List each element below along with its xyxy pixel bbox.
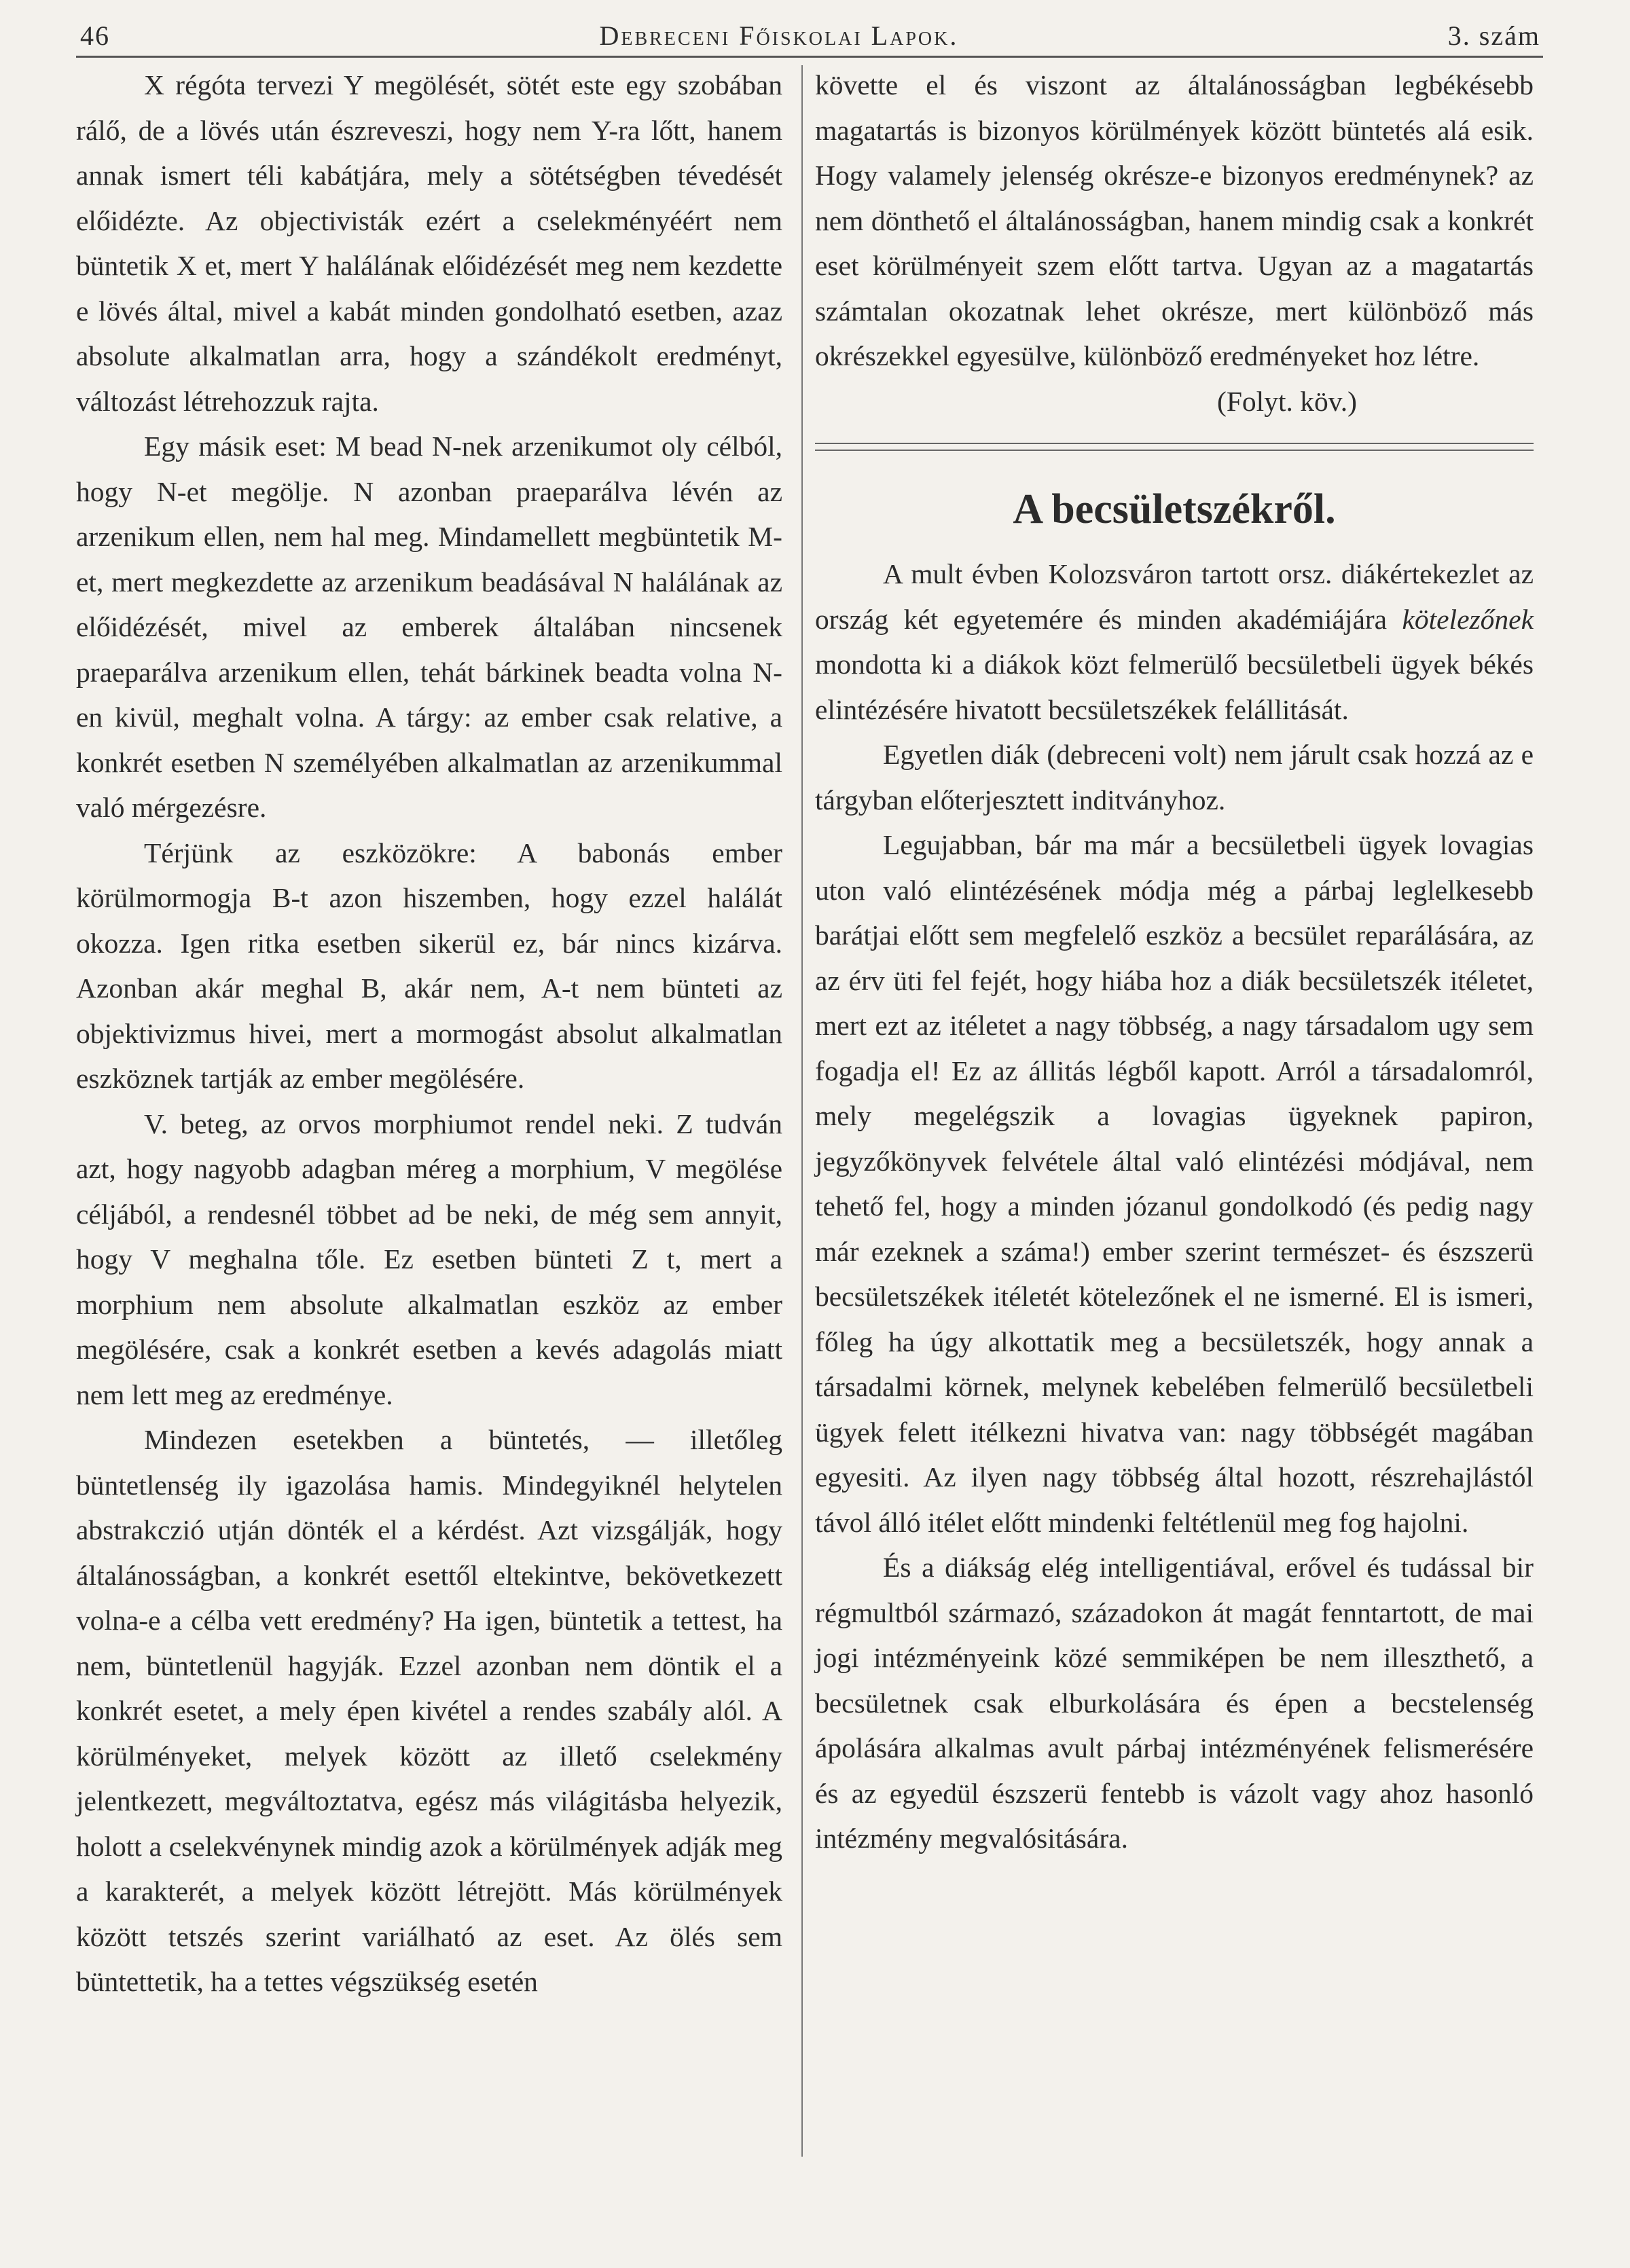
paragraph: Egy másik eset: M bead N-nek arzenikumot oly célból, hogy N-et megölje. N azonban praeparálva lévén az arzenikum ellen, nem hal meg. Mindamellett megbüntetik M-et, mert megkezdette az arzenikum beadásával N halálának az előidézését, mivel az emberek általában nincsenek praeparálva arzenikum ellen, tehát bárkinek beadta volna N-en kivül, meghalt volna. A tárgy: az ember csak relative, a konkrét esetben N személyében alkalmatlan az arzenikummal való mérgezésre. bbox=[76, 431, 782, 823]
text-run: A mult évben Kolozsváron tartott orsz. diákértekezlet az ország két egyetemére és minden akadémiájára bbox=[815, 558, 1534, 635]
paragraph: Legujabban, bár ma már a becsületbeli ügyek lovagias uton való elintézésének módja még a párbaj leglelkesebb barátjai előtt sem megfelelő eszköz a becsület reparálására, az az érv üti fel fejét, hogy hiába hoz a diák becsületszék itéletet, mert ezt az itéletet a nagy többség, a nagy társadalom ugy sem fogadja el! Ez az állitás légből kapott. Arról a társadalomról, mely megelégszik a lovagias ügyeknek papiron, jegyzőkönyvek felvétele által való elintézési módjával, nem tehető fel, hogy a minden józanul gondolkodó (és pedig nagy már ezeknek a száma!) ember szerint természet- és észszerü becsületszékek itéletét kötelezőnek el ne ismerné. El is ismeri, főleg ha úgy alkottatik meg a becsületszék, hogy annak a társadalmi körnek, melynek kebelében felmerülő becsületbeli ügyek felett itélkezni hivatva van: nagy többségét magában egyesiti. Az ilyen nagy többség által hozott, részrehajlástól távol álló itélet előtt mindenki feltétlenül meg fog hajolni. bbox=[815, 829, 1534, 1538]
article-title: A becsületszékről. bbox=[1013, 486, 1336, 532]
emphasis-text: kötelezőnek bbox=[1402, 603, 1534, 635]
continuation-paragraph: követte el és viszont az általánosságban legbékésebb magatartás is bizonyos körülmények között büntetés alá esik. Hogy valamely jelenség okrésze-e bizonyos eredménynek? az nem dönthető el általánosságban, hanem mindig csak a konkrét eset körülményeit szem előtt tartva. Ugyan az a magatartás számtalan okozatnak lehet okrésze, mert különböző más okrészekkel egyesülve, különböző eredményeket hoz létre. bbox=[815, 69, 1534, 371]
paragraph: És a diákság elég intelligentiával, erővel és tudással bir régmultból származó, századokon át magát fenntartott, de mai jogi intézményeink közé semmiképen be nem illeszthető, a becsületnek csak elburkolására és épen a becstelenség ápolására alkalmas avult párbaj intézményének felismerésére és az egyedül észszerü fentebb is vázolt vagy ahoz hasonló intézmény megvalósitására. bbox=[815, 1552, 1534, 1854]
column-divider bbox=[801, 65, 803, 2157]
article-separator bbox=[815, 443, 1534, 451]
header-rule bbox=[76, 56, 1543, 58]
paragraph: V. beteg, az orvos morphiumot rendel neki. Z tudván azt, hogy nagyobb adagban méreg a morphium, V megölése céljából, a rendesnél többet ad be neki, de még sem annyit, hogy V meghalna tőle. Ez esetben bünteti Z t, mert a morphium nem absolute alkalmatlan eszköz az ember megölésére, csak a konkrét esetben a kevés adagolás miatt nem lett meg az eredménye. bbox=[76, 1108, 782, 1410]
page-header bbox=[80, 10, 1540, 52]
page-number: 46 bbox=[80, 20, 110, 51]
paragraph: Egyetlen diák (debreceni volt) nem járult csak hozzá az e tárgyban előterjesztett inditványhoz. bbox=[815, 739, 1534, 816]
left-column bbox=[76, 62, 782, 2005]
right-column bbox=[815, 62, 1534, 1861]
journal-title: Debreceni Főiskolai Lapok. bbox=[599, 20, 959, 51]
paragraph: Mindezen esetekben a büntetés, — illetőleg büntetlenség ily igazolása hamis. Mindegyiknél helytelen abstrakczió utján dönték el a kérdést. Azt vizsgálják, hogy általánosságban, a konkrét esettől eltekintve, bekövetkezett volna-e a célba vett eredmény? Ha igen, büntetik a tettest, ha nem, büntetlenül hagyják. Ezzel azonban nem döntik el a konkrét esetet, a mely épen kivétel a rendes szabály alól. A körülményeket, melyek között az illető cselekmény jelentkezett, megváltoztatva, egész más világitásba helyezik, holott a cselekvénynek mindig azok a körülmények adják meg a karakterét, a melyek között létrejött. Más körülmények között tetszés szerint variálható az eset. Az ölés sem büntettetik, ha a tettes végszükség esetén bbox=[76, 1424, 782, 1997]
paragraph: Térjünk az eszközökre: A babonás ember körülmormogja B-t azon hiszemben, hogy ezzel halálát okozza. Igen ritka esetben sikerül ez, bár nincs kizárva. Azonban akár meghal B, akár nem, A-t nem bünteti az objektivizmus hivei, mert a mormogást absolut alkalmatlan eszköznek tartják az ember megölésére. bbox=[76, 837, 782, 1094]
issue-number: 3. szám bbox=[1447, 20, 1540, 51]
text-run: mondotta ki a diákok közt felmerülő becsületbeli ügyek békés elintézésére hivatott becsületszékek felállitását. bbox=[815, 648, 1534, 725]
paragraph bbox=[815, 551, 1534, 732]
paragraph: X régóta tervezi Y megölését, sötét este egy szobában rálő, de a lövés után észreveszi, hogy nem Y-ra lőtt, hanem annak ismert téli kabátjára, mely a sötétségben tévedését előidézte. Az objectivisták ezért a cselekményéért nem büntetik X et, mert Y halálának előidézését meg nem kezdette e lövés által, mivel a kabát minden gondolható esetben, azaz absolute alkalmatlan arra, hogy a szándékolt eredményt, változást létrehozzuk rajta. bbox=[76, 69, 782, 417]
to-be-continued: (Folyt. köv.) bbox=[1217, 385, 1357, 417]
